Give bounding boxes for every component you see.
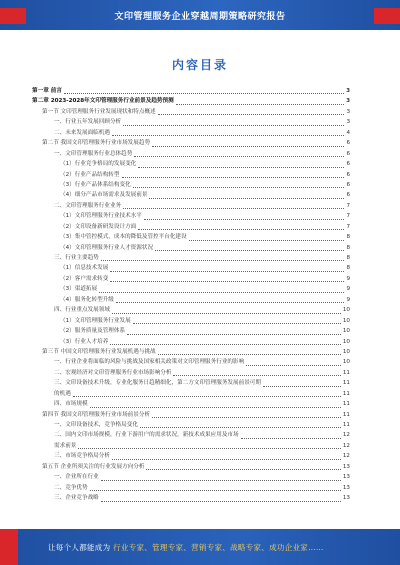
report-title: 文印管理服务企业穿越周期策略研究报告 (114, 12, 286, 22)
toc-entry-page: 8 (346, 234, 350, 241)
toc-leader-dots (101, 501, 341, 502)
toc-leader-dots (90, 490, 341, 491)
toc-entry-label: 第五节 企业所须关注的行业发展方向分析 (42, 463, 145, 470)
toc-entry-page: 8 (346, 265, 350, 272)
toc-entry-label: （1）信息技术发展 (60, 265, 109, 272)
toc-leader-dots (149, 198, 344, 199)
toc-entry-label: 一、行业企业将面临的风险与挑战及国家相关政策对文印管理服务行业的影响 (54, 359, 245, 366)
toc-leader-dots (112, 459, 341, 460)
toc-entry-page: 7 (346, 223, 350, 230)
toc-entry-label: 第四节 我国文印管理服务行业市场前景分析 (42, 411, 151, 418)
toc-entry-label: （3）行业人才培养 (60, 338, 109, 345)
toc-leader-dots (189, 240, 345, 241)
toc-entry-page: 3 (346, 88, 350, 94)
toc-entry[interactable] (32, 305, 350, 315)
toc-leader-dots (152, 146, 344, 147)
toc-entry-label: 第二章 2023-2028年文印管理服务行业前景及趋势预测 (32, 98, 174, 105)
toc-entry-label: 三、文印设备技术升级，专业化服务日趋精细化，第二方文印管理服务发展前景可期 (54, 380, 261, 387)
toc-entry-page: 6 (346, 140, 350, 147)
toc-entry-page: 9 (346, 275, 350, 282)
toc-entry-page: 11 (342, 411, 350, 418)
toc-entry-page: 13 (342, 484, 350, 491)
toc-entry-page: 13 (342, 474, 350, 481)
toc-entry[interactable] (32, 96, 350, 106)
toc-entry-label: 第三节 中国文印管理服务行业发展机遇与挑战 (42, 348, 156, 355)
toc-entry-label: 的机遇 (54, 390, 71, 397)
toc-entry-page: 11 (342, 390, 350, 397)
toc-entry-label: （2）客户需求转变 (60, 275, 109, 282)
toc-entry[interactable] (32, 284, 350, 294)
toc-leader-dots (133, 187, 345, 188)
toc-entry-page: 6 (346, 171, 350, 178)
toc-entry[interactable] (32, 128, 350, 138)
toc-leader-dots (138, 229, 344, 230)
toc-leader-dots (144, 219, 345, 220)
toc-entry-label: 一、行业五年发展回顾分析 (54, 119, 122, 126)
toc-entry-label: （4）服务化转型升级 (60, 296, 114, 303)
toc-entry[interactable] (32, 420, 350, 430)
toc-leader-dots (138, 167, 344, 168)
toc-entry-page: 10 (342, 328, 350, 335)
toc-entry[interactable] (32, 389, 350, 399)
toc-entry-page: 10 (342, 317, 350, 324)
toc-leader-dots (99, 292, 344, 293)
toc-leader-dots (101, 480, 341, 481)
toc-entry-page: 13 (342, 463, 350, 470)
toc-entry[interactable] (32, 170, 350, 180)
toc-entry-page: 8 (346, 244, 350, 251)
toc-entry[interactable] (32, 190, 350, 200)
toc-entry-page: 6 (346, 161, 350, 168)
toc-entry[interactable] (32, 201, 350, 211)
toc-leader-dots (123, 208, 344, 209)
toc-entry[interactable] (32, 274, 350, 284)
toc-leader-dots (127, 334, 341, 335)
toc-entry[interactable] (32, 378, 350, 388)
toc-leader-dots (73, 396, 341, 397)
toc-leader-dots (122, 177, 345, 178)
toc-entry-label: 第一节 文印管理服务行业发展现状和特点概述 (42, 108, 156, 115)
toc-entry[interactable] (32, 368, 350, 378)
toc-heading: 内容目录 (171, 58, 228, 72)
toc-entry-page: 9 (346, 286, 350, 293)
toc-entry-page: 11 (342, 369, 350, 376)
toc-entry-label: 第一章 前言 (32, 88, 62, 94)
toc-entry-page: 8 (346, 255, 350, 261)
toc-entry-label: 一、文印设备技术，竞争格局变化 (54, 422, 138, 428)
toc-entry[interactable] (32, 253, 350, 263)
toc-leader-dots (112, 313, 341, 314)
toc-entry-page: 12 (342, 432, 350, 439)
toc-entry-label: 二、国内文印市场规模，行业下游用户的需求状况，新技术成果应用及市场 (54, 432, 239, 439)
toc-entry-label: 四、行业重点发展领域 (54, 307, 110, 314)
toc-entry-label: （4）细分产品市场需求及发展前景 (60, 192, 148, 199)
toc-leader-dots (101, 260, 345, 261)
toc-entry-label: 二、未来发展面临机遇 (54, 129, 110, 136)
toc-entry[interactable] (32, 493, 350, 503)
toc-entry-page: 11 (342, 380, 350, 387)
toc-entry[interactable] (32, 337, 350, 347)
toc-entry-label: 四、市场规模 (54, 401, 88, 408)
toc-entry-label: （1）文印管理服务行业技术水平 (60, 213, 142, 220)
toc-entry-label: 二、文印管理服务行业业务 (54, 202, 122, 209)
toc-entry-label: 一、企业所在行业 (54, 474, 99, 481)
toc-leader-dots (158, 354, 341, 355)
toc-entry-label: 二、宏观经济对文印管理服务行业市场影响分析 (54, 369, 172, 376)
toc-leader-dots (64, 93, 344, 94)
toc-leader-dots (90, 407, 341, 408)
toc-entry[interactable] (32, 430, 350, 440)
toc-entry-label: （3）行业产品体系结构变化 (60, 181, 131, 188)
footer-slogan (48, 542, 324, 553)
toc-entry[interactable] (32, 243, 350, 253)
toc-entry-page: 10 (342, 348, 350, 355)
toc-leader-dots (133, 323, 341, 324)
toc-entry-label: （3）集中管控模式，成本的降低及管控平台化建设 (60, 234, 187, 241)
toc-entry[interactable] (32, 462, 350, 472)
footer-banner (0, 529, 400, 565)
toc-leader-dots (263, 386, 341, 387)
toc-entry-page: 6 (346, 181, 350, 188)
toc-leader-dots (173, 375, 340, 376)
toc-entry[interactable] (32, 138, 350, 148)
toc-entry-label: （2）文印设备新研发设计方面 (60, 223, 137, 230)
toc-leader-dots (246, 365, 341, 366)
toc-entry[interactable] (32, 295, 350, 305)
toc-leader-dots (110, 281, 344, 282)
toc-entry[interactable] (32, 117, 350, 127)
toc-entry-page: 10 (342, 338, 350, 345)
toc-leader-dots (176, 104, 344, 105)
toc-entry-label: 第二节 我国文印管理服务行业市场发展趋势 (42, 140, 151, 147)
toc-entry-page: 10 (342, 307, 350, 314)
toc-entry-page: 6 (346, 192, 350, 199)
toc-leader-dots (241, 438, 341, 439)
toc-entry-label: （4）文印管理服务行业人才资源状况 (60, 244, 154, 251)
toc-entry-page: 11 (342, 422, 350, 428)
toc-entry-page: 12 (342, 453, 350, 460)
toc-entry[interactable] (32, 316, 350, 326)
toc-entry[interactable] (32, 410, 350, 420)
toc-entry-label: 三、市场竞争格局分析 (54, 453, 110, 460)
toc-entry[interactable] (32, 451, 350, 461)
toc-entry-label: （1）文印管理服务行业发展 (60, 317, 131, 324)
toc-entry[interactable] (32, 180, 350, 190)
footer-slogan-roles: 行业专家、管理专家、营销专家、战略专家、成功企业家…… (113, 543, 324, 552)
toc-entry[interactable] (32, 159, 350, 169)
toc-entry[interactable] (32, 222, 350, 232)
toc-leader-dots (123, 125, 344, 126)
toc-entry[interactable] (32, 472, 350, 482)
toc-entry-page: 4 (346, 129, 350, 136)
toc-entry[interactable] (32, 107, 350, 117)
toc-leader-dots (78, 448, 340, 449)
toc-entry-page: 3 (346, 98, 350, 105)
toc-entry[interactable] (32, 326, 350, 336)
toc-entry[interactable] (32, 263, 350, 273)
toc-leader-dots (152, 417, 341, 418)
toc-entry-label: （2）行业产品结构转型 (60, 171, 120, 178)
toc-entry[interactable] (32, 483, 350, 493)
toc-entry-label: 需求前景 (54, 442, 77, 449)
toc-entry-label: （3）渠道拓展 (60, 286, 98, 293)
toc-entry-label: 三、行业主要趋势 (54, 255, 99, 261)
table-of-contents (32, 86, 350, 504)
toc-leader-dots (116, 302, 345, 303)
toc-leader-dots (146, 469, 340, 470)
toc-entry[interactable] (32, 441, 350, 451)
toc-leader-dots (140, 427, 341, 428)
toc-entry-page: 7 (346, 202, 350, 209)
toc-leader-dots (158, 114, 345, 115)
toc-entry-page: 10 (342, 359, 350, 366)
footer-slogan-lead: 让每个人都能成为 (48, 543, 111, 552)
header-banner (0, 0, 400, 30)
toc-entry[interactable] (32, 347, 350, 357)
toc-entry-label: 二、竞争优势 (54, 484, 88, 491)
toc-entry-label: 一、文印管理服务行业总体趋势 (54, 150, 133, 157)
toc-leader-dots (155, 250, 344, 251)
toc-entry-page: 3 (346, 108, 350, 115)
toc-entry-label: 三、企业竞争战略 (54, 495, 99, 502)
toc-entry[interactable] (32, 357, 350, 367)
toc-entry-page: 11 (342, 401, 350, 408)
toc-entry-page: 9 (346, 296, 350, 303)
toc-leader-dots (110, 344, 341, 345)
toc-entry-page: 3 (346, 119, 350, 126)
toc-entry-page: 7 (346, 213, 350, 220)
toc-entry[interactable] (32, 399, 350, 409)
toc-leader-dots (110, 271, 344, 272)
toc-entry[interactable] (32, 232, 350, 242)
toc-entry-page: 13 (342, 495, 350, 502)
toc-entry[interactable] (32, 211, 350, 221)
toc-leader-dots (112, 135, 344, 136)
footer-accent (0, 529, 18, 565)
toc-entry-label: （1）行业竞争格局的发展变化 (60, 161, 137, 168)
toc-entry[interactable] (32, 86, 350, 96)
toc-entry-label: （2）服务质量及管理体系 (60, 328, 126, 335)
toc-entry-page: 6 (346, 150, 350, 157)
toc-entry-page: 12 (342, 442, 350, 449)
toc-leader-dots (134, 156, 344, 157)
toc-entry[interactable] (32, 149, 350, 159)
